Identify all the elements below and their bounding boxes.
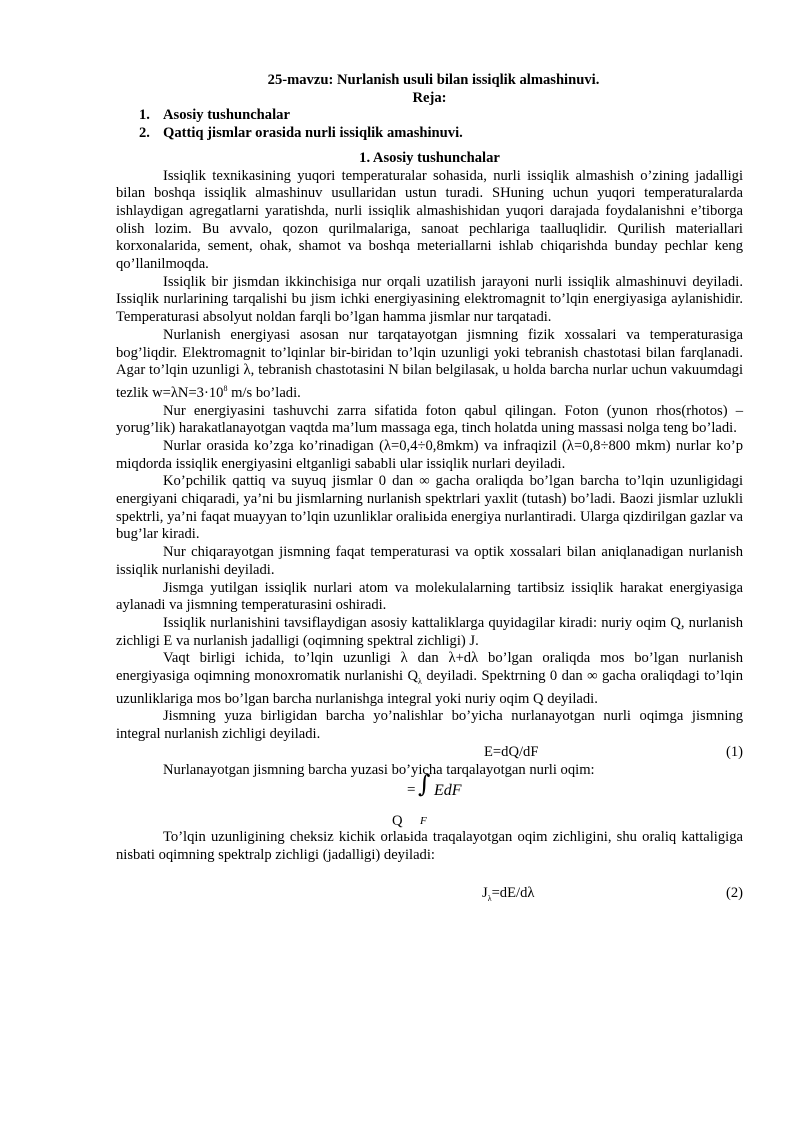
formula-2-number: (2) (725, 884, 743, 901)
document-page (116, 72, 743, 903)
formula-2-symbol: J (482, 884, 488, 901)
integral-sign: ∫ (418, 770, 431, 799)
paragraph (116, 327, 743, 403)
paragraph (116, 650, 743, 708)
plan-item (116, 107, 743, 125)
paragraph: Issiqlik nurlanishini tavsiflaydigan asosiy kattaliklarga quyidagilar kiradi: nuriy oqim Q, nurlanish zichligi E va nurlanish jadalligi (oqimning spektral zichligi) J. (116, 614, 743, 649)
plan-item-number: 2. (139, 125, 150, 142)
plan-list (116, 107, 743, 142)
paragraph: Ko’pchilik qattiq va suyuq jismlar 0 dan ∞ gacha oraliqda bo’lgan barcha to’lqin uzunligidagi energiyani chiqaradi, ya’ni bu jismlarning nurlanish spektrlari yaxlit (tutash) bo’ladi. Baozi jismlar uzlukli spektrli, ya’ni faqat muayyan to’lqin uzunliklar oraliьida energiya nurlantiradi. Ularga qizdirilgan gazlar va bug’lar kiradi. (116, 473, 743, 543)
formula-2 (116, 885, 743, 903)
integral-domain: F (420, 815, 427, 828)
subscript: λ (418, 676, 422, 686)
formula-1-expression: E=dQ/dF (484, 743, 539, 760)
paragraph: Jismga yutilgan issiqlik nurlari atom va molekulalarning tartibsiz issiqlik harakat energiyasiga aylanadi va jismning temperaturasini oshiradi. (116, 579, 743, 614)
integral-equals: = (407, 782, 416, 799)
formula-2-subscript: λ (487, 893, 492, 903)
plan-item-number: 1. (139, 107, 150, 124)
formula-2-rest: =dE/dλ (491, 884, 535, 901)
formula-1-number: (1) (725, 743, 743, 760)
paragraph: Nur energiyasini tashuvchi zarra sifatida foton qabul qilingan. Foton (yunon rhos(rhotos) – yorug’lik) harakatlanayotgan vaqtda ma’lum massaga ega, tinch holatda uning massasi nolga teng bo’ladi. (116, 402, 743, 437)
plan-item-text: Asosiy tushunchalar (163, 107, 290, 124)
paragraph: Nurlar orasida ko’zga ko’rinadigan (λ=0,4÷0,8mkm) va infraqizil (λ=0,8÷800 mkm) nurlar ko’p miqdorda issiqlik energiyasini eltganligi sababli ular issiqlik nurlari deyiladi. (116, 437, 743, 472)
exponent: 8 (223, 383, 228, 393)
paragraph: Issiqlik texnikasining yuqori temperaturalar sohasida, nurli issiqlik almashish o’zining jadalligi bilan boshqa issiqlik almashinuv usullaridan ustun turadi. SHuning uchun yuqori temperaturalarda ishlaydigan agregatlarni yaratishda, nurli issiqlik almashishidan yuqori darajada foydalanishni e’tiborga olish lozim. Bu avvalo, qozon qurilmalariga, sanoat pechlariga taalluqlidir. Qurilish materiallari korxonalarida, sement, ohak, shamot va boshqa meteriallarni ishlab chiqarishda bunday pechlar keng qo’llanilmoqda. (116, 167, 743, 273)
formula-1 (116, 744, 743, 762)
section-heading: 1. Asosiy tushunchalar (359, 149, 500, 166)
integral-left-side: Q (392, 813, 403, 830)
paragraph-text: Vaqt birligi ichida, to’lqin uzunligi λ dan λ+dλ bo’lgan oraliqda mos bo’lgan nurlanish energiyasiga oqimning monoxromatik nurlanishi Q (116, 650, 743, 685)
plan-item-text: Qattiq jismlar orasida nurli issiqlik amashinuvi. (163, 125, 463, 142)
paragraph-text: deyiladi. Spektrning 0 dan ∞ gacha oraliqdagi to’lqin uzunliklariga mos bo’lgan barcha nurlanishga integral yoki nuriy oqim Q deyiladi. (116, 668, 743, 707)
paragraph: Issiqlik bir jismdan ikkinchisiga nur orqali uzatilish jarayoni nurli issiqlik almashinuvi deyiladi. Issiqlik nurlarining tarqalishi bu jism ichki energiyasining elektromagnit to’lqin energiyasiga aylanishidir. Temperaturasi absolyut noldan farqli bo’lgan hamma jismlar nur tarqatadi. (116, 273, 743, 326)
integral-expression: EdF (434, 782, 462, 800)
paragraph: To’lqin uzunligining cheksiz kichik orlaьida traqalayotgan oqim zichligini, shu oraliq kattaligiga nisbati oqimning spektralp zichligi (jadalligi) deyiladi: (116, 829, 743, 864)
plan-label: Reja: (412, 89, 447, 106)
page-title: 25-mavzu: Nurlanish usuli bilan issiqlik almashinuvi. (267, 72, 600, 88)
paragraph-text: Nurlanish energiyasi asosan nur tarqatayotgan jismning fizik xossalari va temperaturasiga bog’liqdir. Elektromagnit to’lqinlar bir-biridan to’lqin uzunligi yoki tebranish chastotasi bilan farqlanadi. Agar to’lqin uzunligi λ, tebranish chastotasini N bilan belgilasak, u holda barcha nurlar uchun vakuumdagi tezlik w=λN=3·10 (116, 326, 743, 401)
formula-2-expression (482, 885, 534, 908)
paragraph-text: m/s bo’ladi. (227, 384, 301, 401)
paragraph: Jismning yuza birligidan barcha yo’nalishlar bo’yicha nurlanayotgan nurli oqimga jismning integral nurlanish zichligi deyiladi. (116, 708, 743, 743)
plan-item (116, 125, 743, 143)
paragraph: Nur chiqarayotgan jismning faqat temperaturasi va optik xossalari bilan aniqlanadigan nurlanish issiqlik nurlanishi deyiladi. (116, 544, 743, 578)
integral-formula (116, 770, 743, 830)
paragraph: Nurlanayotgan jismning barcha yuzasi bo’yicha tarqalayotgan nurli oqim: (163, 761, 595, 778)
